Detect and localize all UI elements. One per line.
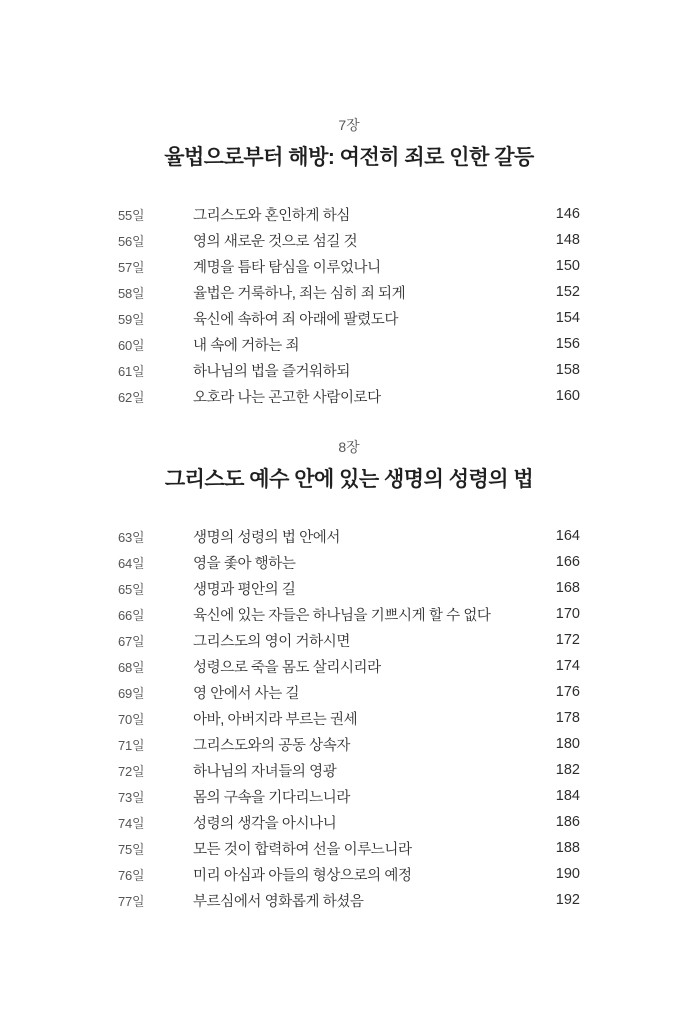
toc-entry-title: 영을 좇아 행하는 [193,555,296,572]
toc-entry-title: 영 안에서 사는 길 [193,685,300,702]
toc-row[interactable] [118,835,580,861]
toc-page-number: 156 [555,336,580,352]
toc-row[interactable] [118,653,580,679]
chapter-number-label: 8장 [338,439,360,455]
toc-row[interactable] [118,357,580,383]
toc-page-number: 184 [555,788,580,804]
toc-page-number: 168 [555,580,580,596]
toc-entry-title: 하나님의 법을 즐거워하되 [193,363,350,380]
toc-row[interactable] [118,279,580,305]
toc-day-label: 67일 [118,633,145,649]
chapter-entries [118,201,580,409]
toc-page-number: 158 [555,362,580,378]
toc-page-number: 164 [555,528,580,544]
toc-row[interactable] [118,575,580,601]
toc-row[interactable] [118,253,580,279]
toc-entry-title: 성령으로 죽을 몸도 살리시리라 [193,659,381,676]
toc-day-label: 55일 [118,207,145,223]
toc-row[interactable] [118,549,580,575]
toc-page-number: 192 [555,892,580,908]
toc-entry-title: 오호라 나는 곤고한 사람이로다 [193,389,381,406]
toc-day-label: 63일 [118,529,145,545]
toc-day-label: 61일 [118,363,145,379]
toc-page-number: 174 [555,658,580,674]
table-of-contents [118,115,580,913]
toc-entry-title: 육신에 속하여 죄 아래에 팔렸도다 [193,311,399,328]
toc-day-label: 70일 [118,711,145,727]
toc-entry-title: 몸의 구속을 기다리느니라 [193,789,350,806]
toc-day-label: 59일 [118,311,145,327]
chapter-title: 그리스도 예수 안에 있는 생명의 성령의 법 [164,468,534,491]
toc-day-label: 65일 [118,581,145,597]
toc-entry-title: 하나님의 자녀들의 영광 [193,763,337,780]
toc-day-label: 75일 [118,841,145,857]
toc-entry-title: 영의 새로운 것으로 섬길 것 [193,233,358,250]
toc-day-label: 68일 [118,659,145,675]
toc-day-label: 58일 [118,285,145,301]
toc-row[interactable] [118,523,580,549]
toc-entry-title: 내 속에 거하는 죄 [193,337,300,354]
toc-row[interactable] [118,601,580,627]
toc-day-label: 74일 [118,815,145,831]
chapter-entries [118,523,580,913]
toc-page-number: 152 [555,284,580,300]
toc-page-number: 172 [555,632,580,648]
toc-page-number: 180 [555,736,580,752]
toc-row[interactable] [118,679,580,705]
toc-page-number: 154 [555,310,580,326]
toc-page-number: 166 [555,554,580,570]
toc-day-label: 62일 [118,389,145,405]
toc-day-label: 64일 [118,555,145,571]
toc-entry-title: 계명을 틈타 탐심을 이루었나니 [193,259,381,276]
toc-row[interactable] [118,757,580,783]
toc-row[interactable] [118,705,580,731]
toc-row[interactable] [118,227,580,253]
toc-row[interactable] [118,809,580,835]
toc-day-label: 71일 [118,737,145,753]
toc-entry-title: 율법은 거룩하나, 죄는 심히 죄 되게 [193,285,406,302]
toc-day-label: 77일 [118,893,145,909]
toc-page-number: 188 [555,840,580,856]
toc-day-label: 69일 [118,685,145,701]
toc-page-number: 150 [555,258,580,274]
toc-row[interactable] [118,627,580,653]
toc-entry-title: 미리 아심과 아들의 형상으로의 예정 [193,867,412,884]
toc-page-number: 190 [555,866,580,882]
toc-entry-title: 생명과 평안의 길 [193,581,296,598]
toc-entry-title: 부르심에서 영화롭게 하셨음 [193,893,364,910]
toc-entry-title: 성령의 생각을 아시나니 [193,815,337,832]
toc-row[interactable] [118,383,580,409]
toc-row[interactable] [118,783,580,809]
chapter-title: 율법으로부터 해방: 여전히 죄로 인한 갈등 [164,146,534,169]
toc-page-number: 160 [555,388,580,404]
toc-page-number: 182 [555,762,580,778]
toc-row[interactable] [118,861,580,887]
toc-page-number: 176 [555,684,580,700]
toc-day-label: 73일 [118,789,145,805]
toc-row[interactable] [118,731,580,757]
toc-page-number: 146 [555,206,580,222]
toc-row[interactable] [118,305,580,331]
toc-day-label: 56일 [118,233,145,249]
toc-page-number: 178 [555,710,580,726]
chapter-section-8장 [118,437,580,913]
toc-entry-title: 생명의 성령의 법 안에서 [193,529,340,546]
toc-page-number: 148 [555,232,580,248]
toc-entry-title: 아바, 아버지라 부르는 권세 [193,711,358,728]
toc-day-label: 57일 [118,259,145,275]
toc-page-number: 170 [555,606,580,622]
toc-day-label: 72일 [118,763,145,779]
toc-entry-title: 그리스도와 혼인하게 하심 [193,207,350,224]
toc-day-label: 60일 [118,337,145,353]
toc-row[interactable] [118,201,580,227]
chapter-number-label: 7장 [338,117,360,133]
toc-row[interactable] [118,887,580,913]
toc-entry-title: 모든 것이 합력하여 선을 이루느니라 [193,841,412,858]
toc-entry-title: 그리스도의 영이 거하시면 [193,633,350,650]
toc-page-number: 186 [555,814,580,830]
toc-day-label: 66일 [118,607,145,623]
toc-day-label: 76일 [118,867,145,883]
toc-row[interactable] [118,331,580,357]
chapter-section-7장 [118,115,580,409]
toc-entry-title: 그리스도와의 공동 상속자 [193,737,350,754]
toc-entry-title: 육신에 있는 자들은 하나님을 기쁘시게 할 수 없다 [193,607,491,624]
